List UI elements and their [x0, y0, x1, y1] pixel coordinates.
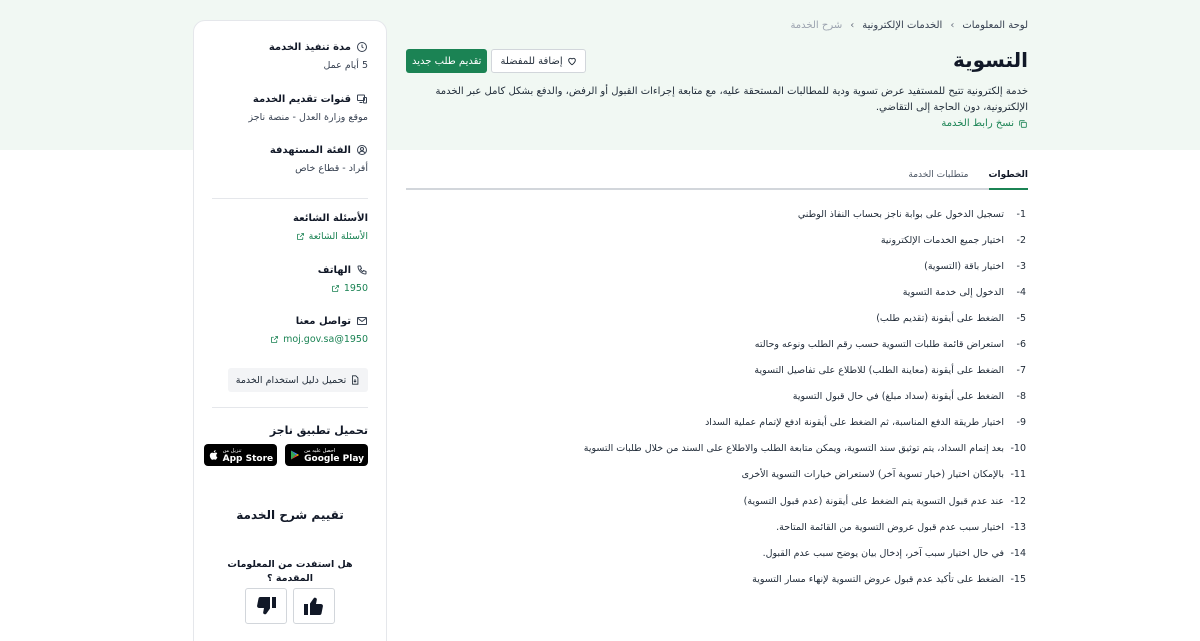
faq-link[interactable]	[212, 231, 368, 242]
step-text: الدخول إلى خدمة التسوية	[902, 286, 1004, 298]
channels-value: موقع وزارة العدل - منصة ناجز	[248, 112, 368, 123]
step-text: بعد إتمام السداد، يتم توثيق سند التسوية، ويمكن متابعة الطلب والاطلاع على السند من خلال طلبات التسوية	[583, 443, 1004, 455]
step-text: اختيار باقة (التسوية)	[924, 260, 1004, 272]
step-text: في حال اختيار سبب آخر، إدخال بيان يوضح سبب عدم القبول.	[762, 547, 1004, 559]
phone-title-row	[212, 264, 368, 276]
step-item	[406, 410, 1028, 436]
step-text: اختيار سبب عدم قبول عروض التسوية من القائمة المتاحة.	[776, 521, 1004, 533]
app-store-label: App Store	[222, 454, 274, 464]
step-number: -4	[1016, 286, 1026, 298]
step-item	[406, 540, 1028, 566]
audience-title-row	[212, 144, 368, 156]
duration-value: 5 أيام عمل	[323, 60, 368, 71]
faq-link-label: الأسئلة الشائعة	[308, 231, 368, 242]
tab-steps[interactable]: الخطوات	[989, 162, 1029, 190]
step-text: الضغط على أيقونة (تقديم طلب)	[876, 312, 1004, 324]
tabs	[406, 162, 1028, 190]
phone-info	[212, 264, 368, 294]
step-number: -8	[1016, 391, 1026, 403]
step-number: -7	[1016, 365, 1026, 377]
step-number: -12	[1010, 495, 1026, 507]
phone-link[interactable]	[212, 283, 368, 294]
app-store-small: تنزيل من	[222, 448, 242, 454]
step-text: الضغط على أيقونة (سداد مبلغ) في حال قبول التسوية	[792, 391, 1004, 403]
step-item	[406, 514, 1028, 540]
step-item	[406, 436, 1028, 462]
step-number: -13	[1010, 521, 1026, 533]
channels-title-row	[212, 93, 368, 105]
step-number: -10	[1010, 443, 1026, 455]
rating-title: تقييم شرح الخدمة	[236, 508, 344, 522]
step-item	[406, 358, 1028, 384]
contact-title-row	[212, 315, 368, 327]
step-text: بالإمكان اختيار (خيار تسوية آخر) لاستعراض خيارات التسوية الأخرى	[741, 469, 1004, 481]
copy-icon	[1018, 119, 1028, 129]
user-circle-icon	[356, 144, 368, 156]
step-number: -3	[1016, 260, 1026, 272]
store-badges	[204, 444, 368, 466]
step-number: -14	[1010, 547, 1026, 559]
audience-info	[212, 144, 368, 174]
mail-icon	[356, 315, 368, 327]
contact-email-label: 1950@moj.gov.sa	[283, 334, 368, 345]
duration-title: مدة تنفيذ الخدمة	[268, 41, 351, 53]
copy-link-label: نسخ رابط الخدمة	[941, 118, 1014, 129]
new-request-button[interactable]: تقديم طلب جديد	[406, 49, 487, 73]
step-item	[406, 331, 1028, 357]
duration-title-row	[212, 41, 368, 53]
clock-icon	[356, 41, 368, 53]
breadcrumb-e-services[interactable]: الخدمات الإلكترونية	[862, 20, 943, 31]
download-guide-label: تحميل دليل استخدام الخدمة	[235, 374, 347, 386]
step-number: -1	[1016, 208, 1026, 220]
steps-list	[406, 201, 1028, 592]
google-play-small: احصل عليه من	[304, 448, 336, 454]
phone-title: الهاتف	[317, 264, 351, 276]
tab-requirements[interactable]: متطلبات الخدمة	[908, 170, 969, 180]
faq-info	[212, 213, 368, 242]
audience-value: أفراد - قطاع خاص	[295, 163, 368, 174]
contact-info	[212, 315, 368, 345]
step-item	[406, 488, 1028, 514]
breadcrumb-current: شرح الخدمة	[790, 20, 843, 31]
step-text: الضغط على أيقونة (معاينة الطلب) للاطلاع على تفاصيل التسوية	[754, 365, 1004, 377]
contact-email-link[interactable]	[212, 334, 368, 345]
external-link-icon	[296, 232, 305, 241]
faq-title: الأسئلة الشائعة	[293, 213, 368, 224]
breadcrumb	[790, 20, 1028, 31]
channels-title: قنوات تقديم الخدمة	[252, 93, 351, 105]
step-text: عند عدم قبول التسوية يتم الضغط على أيقونة (عدم قبول التسوية)	[743, 495, 1004, 507]
add-favorite-label: إضافة للمفضلة	[500, 55, 563, 67]
chevron-left-icon: ›	[950, 20, 955, 31]
step-item	[406, 201, 1028, 227]
rating-question: هل استفدت من المعلومات المقدمة ؟	[227, 559, 353, 584]
devices-icon	[356, 93, 368, 105]
vote-buttons	[194, 588, 386, 624]
step-number: -5	[1016, 312, 1026, 324]
add-favorite-button[interactable]	[491, 49, 585, 73]
file-download-icon	[350, 375, 360, 385]
apple-icon	[208, 449, 220, 461]
step-number: -11	[1010, 469, 1026, 481]
step-number: -15	[1010, 573, 1026, 585]
thumbs-up-button[interactable]	[293, 588, 335, 624]
heart-icon	[567, 56, 577, 66]
contact-title: تواصل معنا	[295, 315, 351, 327]
step-text: اختيار جميع الخدمات الإلكترونية	[880, 234, 1004, 246]
service-description: خدمة إلكترونية تتيح للمستفيد عرض تسوية ودية للمطالبات المستحقة عليه، مع متابعة إجراءات القبول أو الرفض، والدفع بشكل كامل عبر الخدمة الإلكترونية، دون الحاجة إلى التقاضي.	[435, 86, 1028, 113]
step-text: اختيار طريقة الدفع المناسبة، ثم الضغط على أيقونة ادفع لإتمام عملية السداد	[705, 417, 1004, 429]
breadcrumb-dashboard[interactable]: لوحة المعلومات	[962, 20, 1028, 31]
google-play-badge[interactable]	[285, 444, 368, 466]
download-guide-button[interactable]	[228, 368, 368, 392]
step-item	[406, 227, 1028, 253]
phone-icon	[356, 264, 368, 276]
step-item	[406, 384, 1028, 410]
google-play-icon	[289, 449, 301, 461]
page-title: التسوية	[952, 48, 1028, 72]
service-info-sidebar	[193, 20, 387, 641]
step-item	[406, 305, 1028, 331]
channels-info	[212, 93, 368, 123]
step-item	[406, 566, 1028, 592]
step-item	[406, 279, 1028, 305]
step-number: -2	[1016, 234, 1026, 246]
step-item	[406, 462, 1028, 488]
step-item	[406, 253, 1028, 279]
app-store-badge[interactable]	[204, 444, 278, 466]
thumbs-down-button[interactable]	[245, 588, 287, 624]
step-number: -9	[1016, 417, 1026, 429]
thumbs-down-icon	[254, 594, 278, 618]
faq-title-row	[212, 213, 368, 224]
step-text: استعراض قائمة طلبات التسوية حسب رقم الطلب ونوعه وحالته	[754, 339, 1004, 351]
divider	[212, 407, 368, 408]
step-number: -6	[1016, 339, 1026, 351]
copy-service-link[interactable]	[941, 118, 1028, 129]
chevron-left-icon: ›	[850, 20, 855, 31]
phone-link-label: 1950	[343, 283, 368, 294]
audience-title: الفئة المستهدفة	[269, 144, 351, 156]
duration-info	[212, 41, 368, 71]
thumbs-up-icon	[302, 594, 326, 618]
external-link-icon	[331, 284, 340, 293]
step-text: تسجيل الدخول على بوابة ناجز بحساب النفاذ الوطني	[797, 208, 1004, 220]
divider	[212, 198, 368, 199]
header-actions	[406, 49, 586, 73]
google-play-label: Google Play	[304, 454, 364, 464]
step-text: الضغط على تأكيد عدم قبول عروض التسوية لإنهاء مسار التسوية	[752, 573, 1004, 585]
external-link-icon	[270, 335, 279, 344]
app-download-title: تحميل تطبيق ناجز	[269, 424, 368, 437]
